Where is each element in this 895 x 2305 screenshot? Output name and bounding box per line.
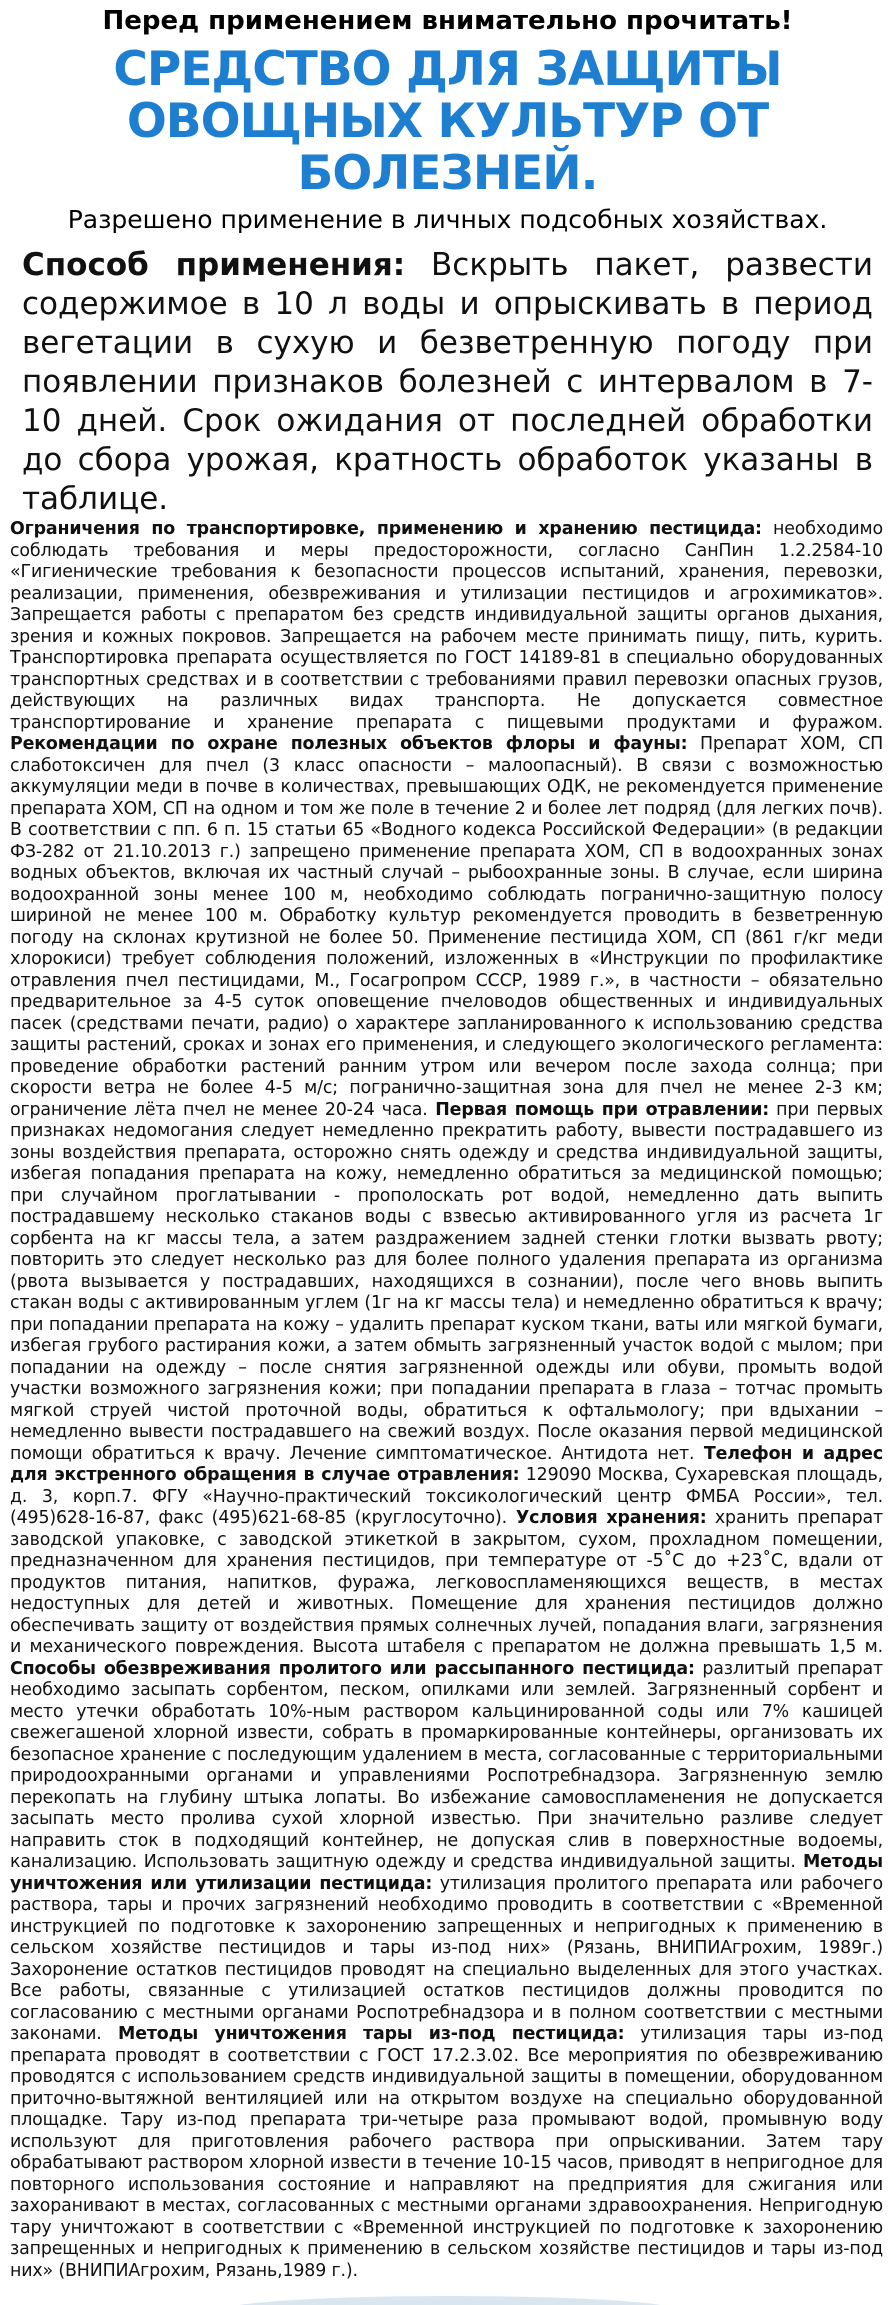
warning-text: Перед применением внимательно прочитать! (102, 6, 793, 36)
section-heading-spill-neutralization: Способы обезвреживания пролитого или рассыпанного пестицида: (10, 1658, 695, 1679)
section-text-spill-neutralization: разлитый препарат необходимо засыпать сорбентом, песком, опилками или землей. Загрязненный сорбент и место утечки обработать 10%-ным раствором кальцинированной соды или 7% кашицей свежегашеной хлорной извести, собрать в промаркированные контейнеры, организовать их безопасное хранение с последующим удалением в места, согласованные с территориальными природоохранными органами и управлениями Роспотребнадзора. Загрязненную землю перекопать на глубину штыка лопаты. Во избежание самовоспламенения не допускается засыпать место пролива сухой хлорной известью. При значительно разливе следует направить сток в подходящий контейнер, не допуская слив в поверхностные водоемы, канализацию. Использовать защитную одежду и средства индивидуальной защиты. (10, 1658, 883, 1872)
section-heading-container-disposal: Методы уничтожения тары из-под пестицида: (101, 2024, 625, 2044)
section-heading-storage: Условия хранения: (507, 1508, 707, 1528)
product-title (0, 44, 895, 200)
section-heading-first-aid: Первая помощь при отравлении: (427, 1099, 770, 1120)
title-line-1: СРЕДСТВО ДЛЯ ЗАЩИТЫ (113, 42, 782, 97)
title-line-2: ОВОЩНЫХ КУЛЬТУР ОТ БОЛЕЗНЕЙ. (126, 94, 769, 201)
section-text-restrictions: необходимо соблюдать требования и меры предосторожности, согласно СанПин 1.2.2584-10 «Гигиенические требования к безопасности процессов испытаний, хранения, перевозки, реализации, применения, обезвреживания и утилизации пестицидов и агрохимикатов». Запрещается работы с препаратом без средств индивидуальной защиты органов дыхания, зрения и кожных покровов. Запрещается на рабочем месте принимать пищу, пить, курить. Транспортировка препарата осуществляется по ГОСТ 14189-81 в специально оборудованных транспортных средствах и в соответствии с требованиями правил перевозки опасных грузов, действующих на различных видах транспорта. Не допускается совместное транспортирование и хранение препарата с пищевыми продуктами и фуражом. (10, 519, 883, 733)
bottom-decoration (220, 2296, 680, 2305)
application-method (22, 246, 873, 519)
permitted-use-text: Разрешено применение в личных подсобных хозяйствах. (67, 205, 828, 234)
section-heading-restrictions: Ограничения по транспортировке, применению и хранению пестицида: (10, 519, 762, 539)
section-heading-emergency-contact: Телефон и адрес для экстренного обращения в случае отравления: (10, 1443, 883, 1485)
section-text-flora-fauna: Препарат ХОМ, СП слаботоксичен для пчел (3 класс опасности – малоопасный). В связи с возможностью аккумуляции меди в почве в количествах, превышающих ОДК, не рекомендуется применение препарата ХОМ, СП на одном и том же поле в течение 2 и более лет подряд (для легких почв). В соответствии с пп. 6 п. 15 статьи 65 «Водного кодекса Российской Федерации» (в редакции ФЗ-282 от 21.10.2013 г.) запрещено применение препарата ХОМ, СП в водоохранных зонах водных объектов, включая их частный случай – рыбоохранные зоны. В случае, если ширина водоохранной зоны менее 100 м, необходимо соблюдать погранично-защитную полосу шириной не менее 100 м. Обработку культур рекомендуется проводить в безветренную погоду на склонах крутизной не более 50. Применение пестицида ХОМ, СП (861 г/кг меди хлорокиси) требует соблюдения положений, изложенных в «Инструкции по профилактике отравления пчел пестицидами, М., Госагропром СССР, 1989 г.», в частности – обязательно предварительное за 4-5 суток оповещение пчеловодов общественных и индивидуальных пасек (средствами печати, радио) о характере запланированного к использованию средства защиты растений, сроках и зонах его применения, и следующего экологического регламента: проведение обработки растений ранним утром или вечером после захода солнца; при скорости ветра не более 4-5 м/с; пограничнo-защитная зона для пчел не менее 2-3 км; ограничение лёта пчел не менее 20-24 часа. (10, 734, 884, 1120)
section-text-container-disposal: утилизация тары из-под препарата проводят в соответствии с ГОСТ 17.2.3.02. Все мероприятия по обезвреживанию проводятся с использованием средств индивидуальной защиты в помещении, оборудованном приточно-вытяжной вентиляцией или на открытом воздухе на специально оборудованной площадке. Тару из-под препарата три-четыре раза промывают водой, промывную воду используют для приготовления рабочего раствора при опрыскивании. Затем тару обрабатывают раствором хлорной извести в течение 10-15 часов, приводят в непригодное для повторного использования состояние и направляют на предприятия для сжигания или захоранивают в местах, согласованных с местными органами здравоохранения. Непригодную тару уничтожают в соответствии с «Временной инструкцией по подготовке к захоронению запрещенных и непригодных к применению в сельском хозяйстве пестицидов и тары из-под них» (ВНИПИАгрохим, Рязань,1989 г.). (10, 2024, 884, 2281)
application-method-heading: Способ применения: (22, 247, 406, 283)
section-heading-flora-fauna: Рекомендации по охране полезных объектов флоры и фауны: (10, 734, 688, 754)
instructions-body (10, 519, 883, 2282)
section-heading-pesticide-disposal: Методы уничтожения или утилизации пестицида: (10, 1852, 883, 1894)
section-text-pesticide-disposal: утилизация пролитого препарата или рабочего раствора, тары и прочих загрязнений необходимо проводить в соответствии с «Временной инструкцией по подготовке к захоронению запрещенных и непригодных к применению в сельском хозяйстве пестицидов и тары из-под них» (Рязань, ВНИПИАгрохим, 1989г.) Захоронение остатков пестицидов проводят на специально выделенных для этого участках. Все работы, связанные с утилизацией остатков пестицидов должны проводится по согласованию с местными органами Роспотребнадзора и в полном соответствии с местными законами. (10, 1873, 883, 2044)
application-method-text: Вскрыть пакет, развести содержимое в 10 л воды и опрыскивать в период вегетации в сухую и безветренную погоду при появлении признаков болезней с интервалом в 7-10 дней. Срок ожидания от последней обработки до сбора урожая, кратность обработок указаны в таблице. (22, 247, 873, 517)
section-text-emergency-contact: 129090 Москва, Сухаревская площадь, д. 3, корп.7. ФГУ «Научно-практический токсикологический центр ФМБА России», тел. (495)628-16-87, факс (495)621-68-85 (круглосуточно). (10, 1465, 883, 1528)
section-text-storage: хранить препарат заводской упаковке, с заводской этикеткой в закрытом, сухом, прохладном помещении, предназначенном для хранения пестицидов, при температуре от -5˚С до +23˚С, вдали от продуктов питания, напитков, фуража, легковоспламеняющихся веществ, в местах недоступных для детей и животных. Помещение для хранения пестицидов должно обеспечивать защиту от воздействия прямых солнечных лучей, попадания влаги, загрязнения и механического повреждения. Высота штабеля с препаратом не должна превышать 1,5 м. (10, 1508, 883, 1657)
section-text-first-aid: при первых признаках недомогания следует немедленно прекратить работу, вывести пострадавшего из зоны воздействия препарата, осторожно снять одежду и средства индивидуальной защиты, избегая попадания препарата на кожу, немедленно обратиться за медицинской помощью; при случайном проглатывании - прополоскать рот водой, немедленно дать выпить пострадавшему несколько стаканов воды с взвесью активированного угля из расчета 1г сорбента на кг массы тела, а затем раздражением задней стенки глотки вызвать рвоту; повторить это следует несколько раз для более полного удаления препарата из организма (рвота вызывается у пострадавших, находящихся в сознании), после чего вновь выпить стакан воды с активированным углем (1г на кг массы тела) и немедленно обратиться к врачу; при попадании препарата на кожу – удалить препарат куском ткани, ваты или мягкой бумаги, избегая грубого растирания кожи, а затем обмыть загрязненный участок водой с мылом; при попадании на одежду – после снятия загрязненной одежды или обуви, промыть водой участки возможного загрязнения кожи; при попадании препарата в глаза – тотчас промыть мягкой струей чистой проточной воды, обратиться к офтальмологу; при вдыхании – немедленно вывести пострадавшего на свежий воздух. После оказания первой медицинской помощи обратиться к врачу. Лечение симптоматическое. Антидота нет. (10, 1099, 883, 1464)
